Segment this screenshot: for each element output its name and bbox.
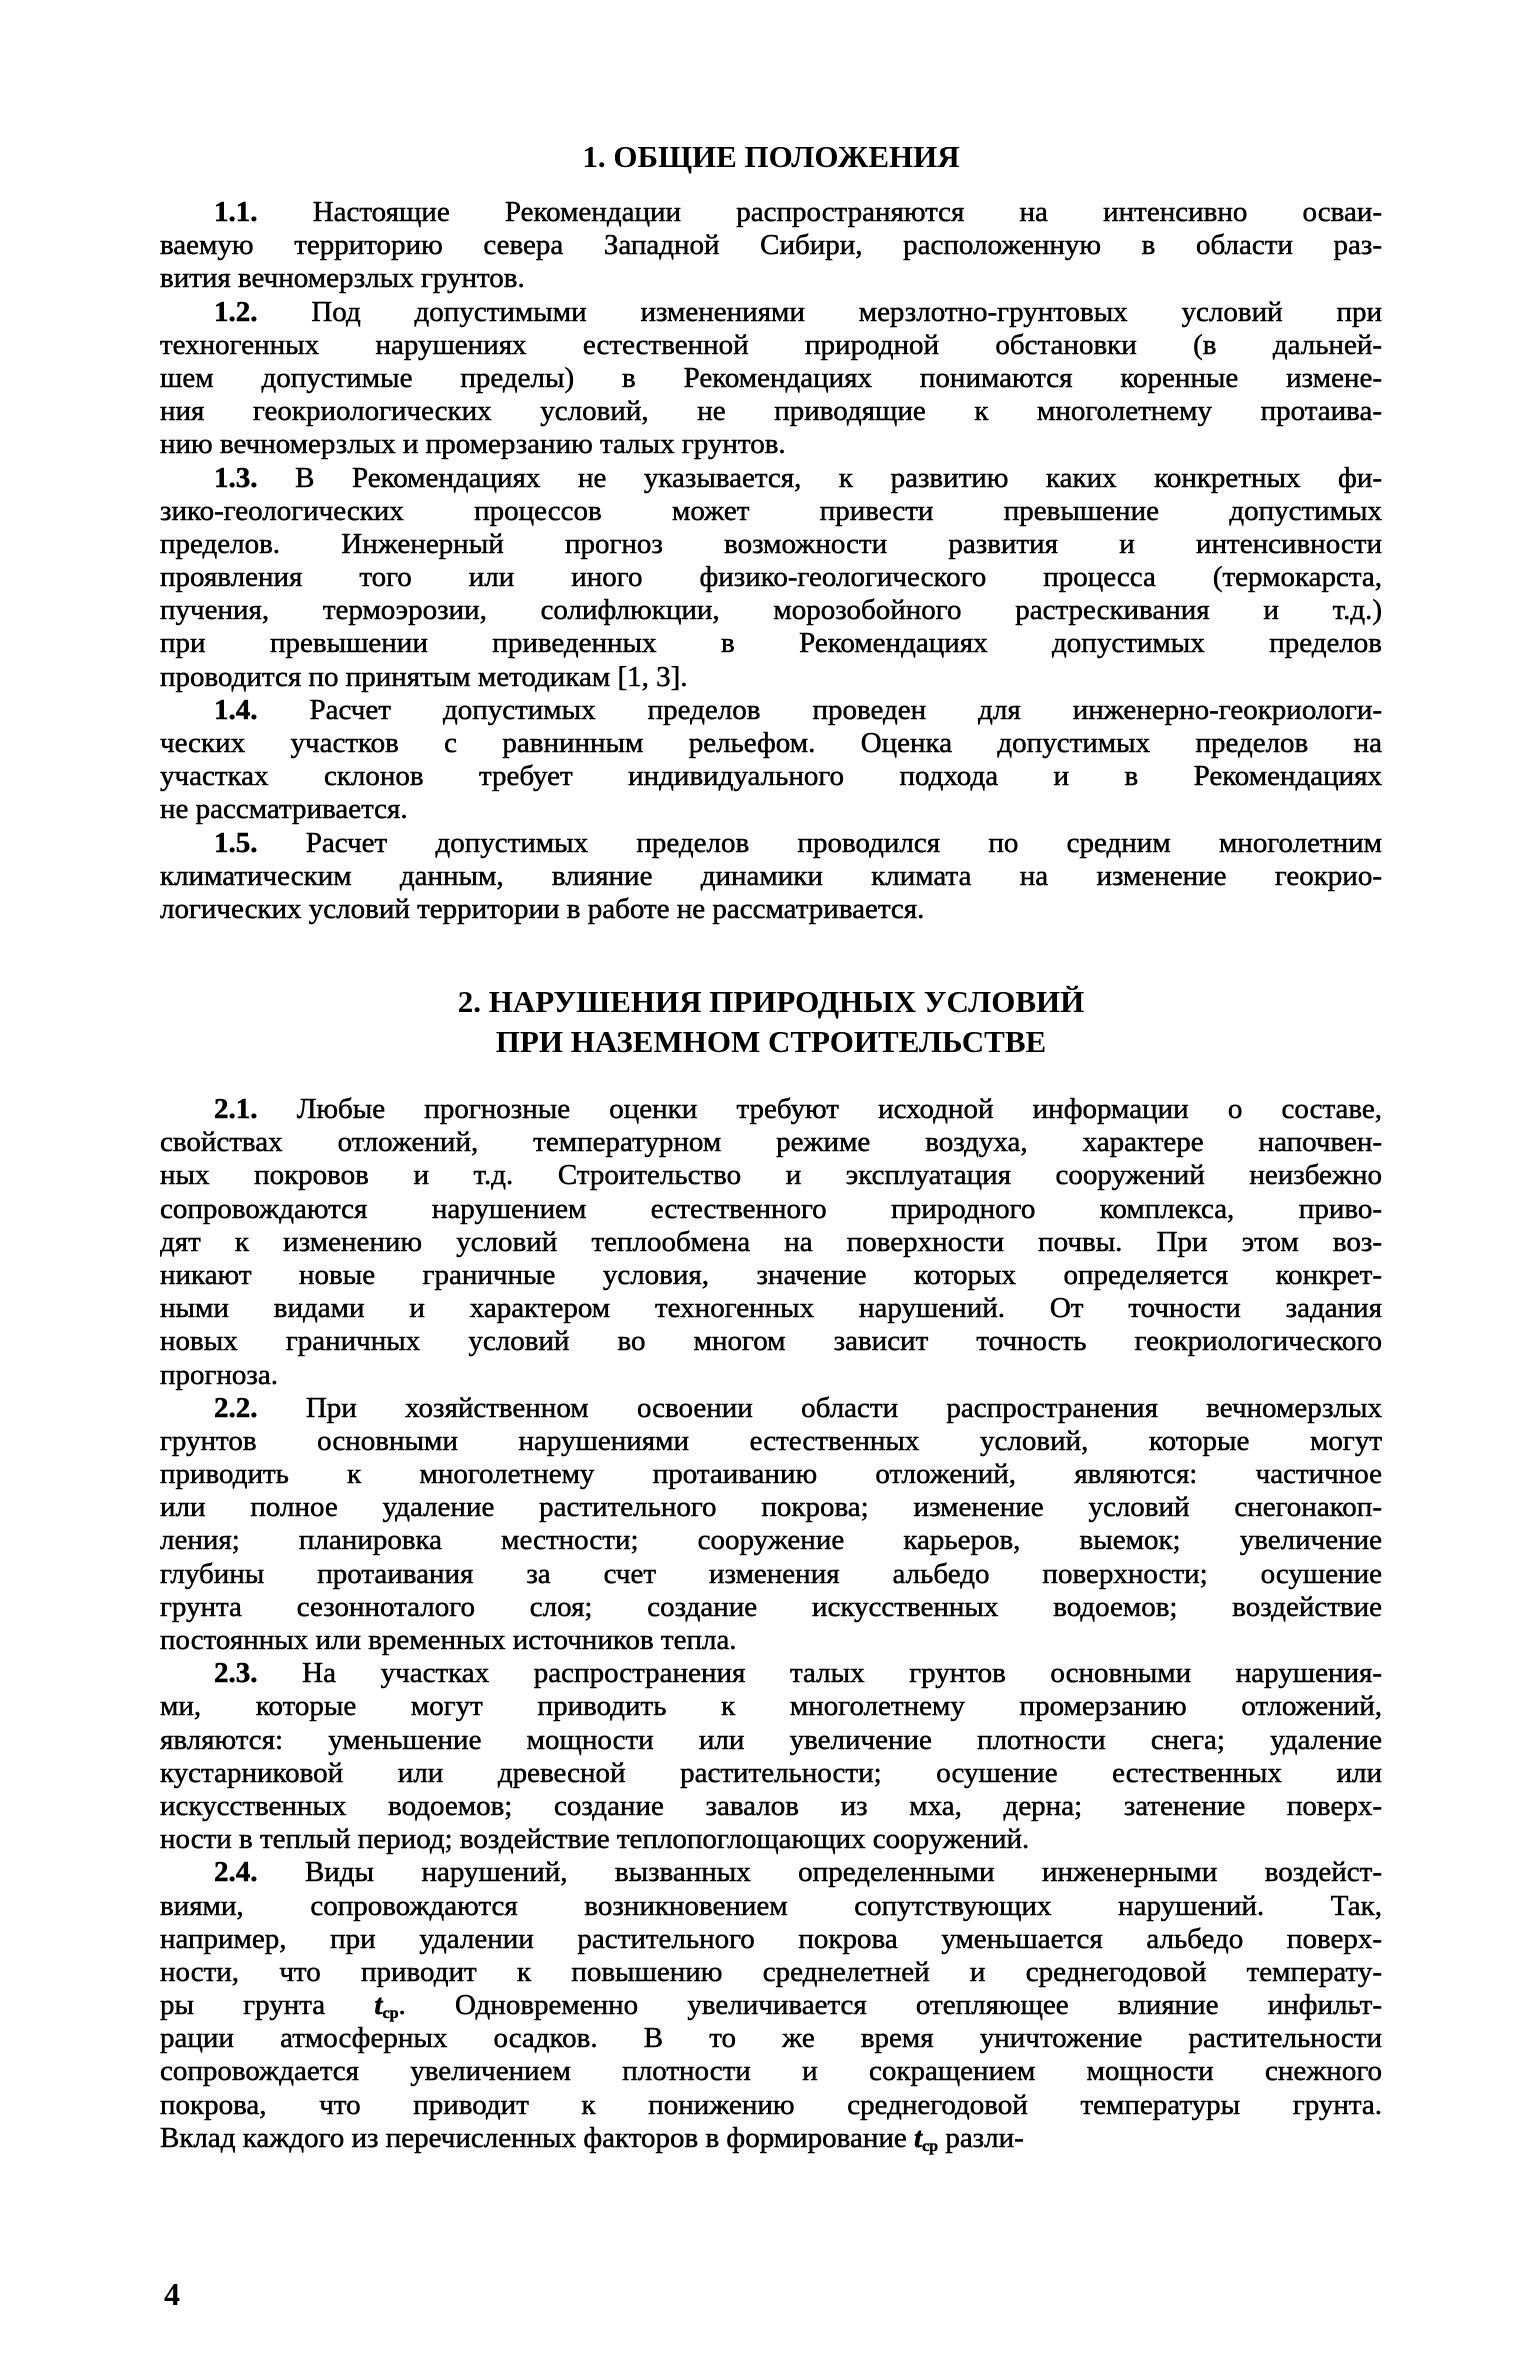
section-2-title-line-1: 2. НАРУШЕНИЯ ПРИРОДНЫХ УСЛОВИЙ [457,984,1085,1019]
section-2-title-line-2: ПРИ НАЗЕМНОМ СТРОИТЕЛЬСТВЕ [495,1024,1047,1059]
text-line [160,395,1382,428]
paragraph-number: 1.3. [214,461,258,494]
section-1-body [160,196,1382,926]
text-line [160,661,1382,694]
text-segment: Расчет допустимых пределов проведен для инженерно-геокриологи- [309,693,1382,726]
text-line [160,196,1382,229]
text-segment: Под допустимыми изменениями мерзлотно-грунтовых условий при [311,295,1382,328]
text-line [160,860,1382,893]
text-line [160,1359,1382,1392]
variable-subscript: ср [922,2137,939,2155]
text-line [160,694,1382,727]
text-line [160,1558,1382,1591]
text-segment: ваемую территорию севера Западной Сибири, расположенную в области раз- [160,229,1382,262]
variable-subscript: ср [382,2005,399,2023]
text-segment: ных покровов и т.д. Строительство и эксплуатация сооружений неизбежно [160,1159,1382,1192]
text-segment: техногенных нарушениях естественной природной обстановки (в дальней- [160,328,1382,361]
text-segment: свойствах отложений, температурном режиме воздуха, характере напочвен- [160,1126,1382,1159]
text-segment: сопровождаются нарушением естественного природного комплекса, приво- [160,1192,1382,1225]
text-segment: проводится по принятым методикам [1, 3]. [160,660,688,693]
text-line [160,1657,1382,1690]
text-line [160,727,1382,760]
text-segment: грунта сезонноталого слоя; создание искусственных водоемов; воздействие [160,1590,1382,1623]
text-line [160,2022,1382,2055]
text-segment: не рассматривается. [160,793,408,826]
math-variable [914,2122,938,2154]
text-line [160,1690,1382,1723]
text-line [160,1757,1382,1790]
text-segment: грунтов основными нарушениями естественных условий, которые могут [160,1424,1382,1457]
text-segment: сопровождается увеличением плотности и сокращением мощности снежного [160,2055,1382,2088]
text-segment: покрова, что приводит к понижению среднегодовой температуры грунта. [160,2088,1382,2121]
text-segment: логических условий территории в работе не рассматривается. [160,892,925,925]
text-segment: постоянных или временных источников тепла. [160,1624,737,1656]
text-line [160,1491,1382,1524]
text-segment: ления; планировка местности; сооружение карьеров, выемок; увеличение [160,1524,1382,1557]
text-line [160,329,1382,362]
text-line [160,229,1382,262]
text-line [160,1425,1382,1458]
text-segment: нию вечномерзлых и промерзанию талых грунтов. [160,428,786,461]
text-segment: дят к изменению условий теплообмена на поверхности почвы. При этом воз- [160,1225,1382,1258]
paragraph-number: 2.3. [214,1657,258,1690]
text-line [160,1790,1382,1823]
text-line [160,2122,1382,2155]
text-line [160,1458,1382,1491]
text-line [160,1923,1382,1956]
paragraph [160,1093,1382,1392]
text-line [160,1624,1382,1657]
paragraph [160,462,1382,694]
text-line [160,2055,1382,2088]
text-line [160,2089,1382,2122]
page-number: 4 [164,2276,180,2312]
text-segment: рации атмосферных осадков. В то же время уничтожение растительности [160,2022,1382,2055]
text-line [160,1193,1382,1226]
text-line [160,1724,1382,1757]
text-segment: Вклад каждого из перечисленных факторов в формирование [160,2121,914,2154]
text-line [160,1093,1382,1126]
text-line [160,893,1382,926]
section-2-title [160,982,1382,1062]
text-line [160,1292,1382,1325]
text-segment: при превышении приведенных в Рекомендациях допустимых пределов [160,627,1382,660]
text-line [160,1823,1382,1856]
paragraph-number: 2.4. [214,1856,258,1889]
text-line [160,462,1382,495]
paragraph [160,1856,1382,2155]
text-segment: Любые прогнозные оценки требуют исходной информации о составе, [296,1093,1382,1125]
text-segment: пределов. Инженерный прогноз возможности развития и интенсивности [160,527,1382,560]
text-segment: виями, сопровождаются возникновением сопутствующих нарушений. Так, [160,1889,1382,1922]
text-segment: В Рекомендациях не указывается, к развитию каких конкретных фи- [295,461,1382,494]
text-segment: являются: уменьшение мощности или увеличение плотности снега; удаление [160,1723,1382,1756]
text-line [160,1392,1382,1425]
section-1-title: 1. ОБЩИЕ ПОЛОЖЕНИЯ [582,139,960,174]
text-line [160,1159,1382,1192]
paragraph-number: 1.2. [214,295,258,328]
paragraph [160,1392,1382,1658]
text-segment: Виды нарушений, вызванных определенными инженерными воздейст- [304,1856,1382,1889]
text-line [160,827,1382,860]
text-segment: . Одновременно увеличивается отепляющее влияние инфильт- [398,1989,1382,2022]
text-segment: участках склонов требует индивидуального подхода и в Рекомендациях [160,760,1382,793]
text-line [160,1591,1382,1624]
text-line [160,428,1382,461]
text-line [160,594,1382,627]
text-line [160,1890,1382,1923]
text-segment: зико-геологических процессов может привести превышение допустимых [160,494,1382,527]
text-segment: шем допустимые пределы) в Рекомендациях понимаются коренные измене- [160,361,1382,394]
text-line [160,528,1382,561]
text-line [160,1226,1382,1259]
math-variable [374,1989,398,2021]
text-segment: прогноза. [160,1358,279,1391]
text-segment: ния геокриологических условий, не приводящие к многолетнему протаива- [160,395,1382,428]
paragraph [160,296,1382,462]
text-segment: Расчет допустимых пределов проводился по средним многолетним [305,826,1382,859]
text-line [160,760,1382,793]
paragraph [160,196,1382,296]
text-line [160,262,1382,295]
text-segment: разли- [938,2121,1024,2154]
text-segment: никают новые граничные условия, значение которых определяется конкрет- [160,1258,1382,1291]
text-line [160,627,1382,660]
text-line [160,1126,1382,1159]
text-line [160,561,1382,594]
text-line [160,1259,1382,1292]
text-segment: приводить к многолетнему протаиванию отложений, являются: частичное [160,1458,1382,1491]
text-line [160,793,1382,826]
paragraph [160,827,1382,927]
text-line [160,1325,1382,1358]
text-segment: ности в теплый период; воздействие теплопоглощающих сооружений. [160,1823,1030,1856]
text-segment: ми, которые могут приводить к многолетнему промерзанию отложений, [160,1690,1382,1723]
text-line [160,1989,1382,2022]
paragraph-number: 1.1. [214,196,258,228]
paragraph-number: 1.5. [214,826,258,859]
text-segment: пучения, термоэрозии, солифлюкции, морозобойного растрескивания и т.д.) [160,594,1382,627]
text-segment: проявления того или иного физико-геологического процесса (термокарста, [160,561,1382,594]
text-line [160,495,1382,528]
text-segment: или полное удаление растительного покрова; изменение условий снегонакоп- [160,1491,1382,1524]
text-line [160,1856,1382,1889]
text-segment: При хозяйственном освоении области распространения вечномерзлых [305,1391,1382,1424]
text-segment: ности, что приводит к повышению среднелетней и среднегодовой температу- [160,1955,1382,1988]
text-segment: например, при удалении растительного покрова уменьшается альбедо поверх- [160,1922,1382,1955]
text-line [160,296,1382,329]
text-segment: глубины протаивания за счет изменения альбедо поверхности; осушение [160,1557,1382,1590]
text-segment: Настоящие Рекомендации распространяются на интенсивно осваи- [312,196,1382,228]
text-segment: На участках распространения талых грунтов основными нарушения- [302,1657,1382,1690]
paragraph [160,1657,1382,1856]
paragraph-number: 1.4. [214,693,258,726]
paragraph-number: 2.2. [214,1391,258,1424]
text-segment: кустарниковой или древесной растительности; осушение естественных или [160,1756,1382,1789]
text-segment: ры грунта [160,1989,375,2022]
text-segment: искусственных водоемов; создание завалов из мха, дерна; затенение поверх- [160,1789,1382,1822]
text-segment: ными видами и характером техногенных нарушений. От точности задания [160,1292,1382,1325]
text-segment: ческих участков с равнинным рельефом. Оценка допустимых пределов на [160,727,1382,759]
section-2-body [160,1093,1382,2155]
variable-symbol: t [914,2121,923,2154]
paragraph [160,694,1382,827]
text-segment: климатическим данным, влияние динамики климата на изменение геокрио- [160,859,1382,892]
text-line [160,1524,1382,1557]
text-segment: новых граничных условий во многом зависит точность геокриологического [160,1325,1382,1358]
variable-symbol: t [374,1989,383,2022]
text-line [160,362,1382,395]
text-line [160,1956,1382,1989]
text-segment: вития вечномерзлых грунтов. [160,262,525,295]
paragraph-number: 2.1. [214,1093,258,1125]
